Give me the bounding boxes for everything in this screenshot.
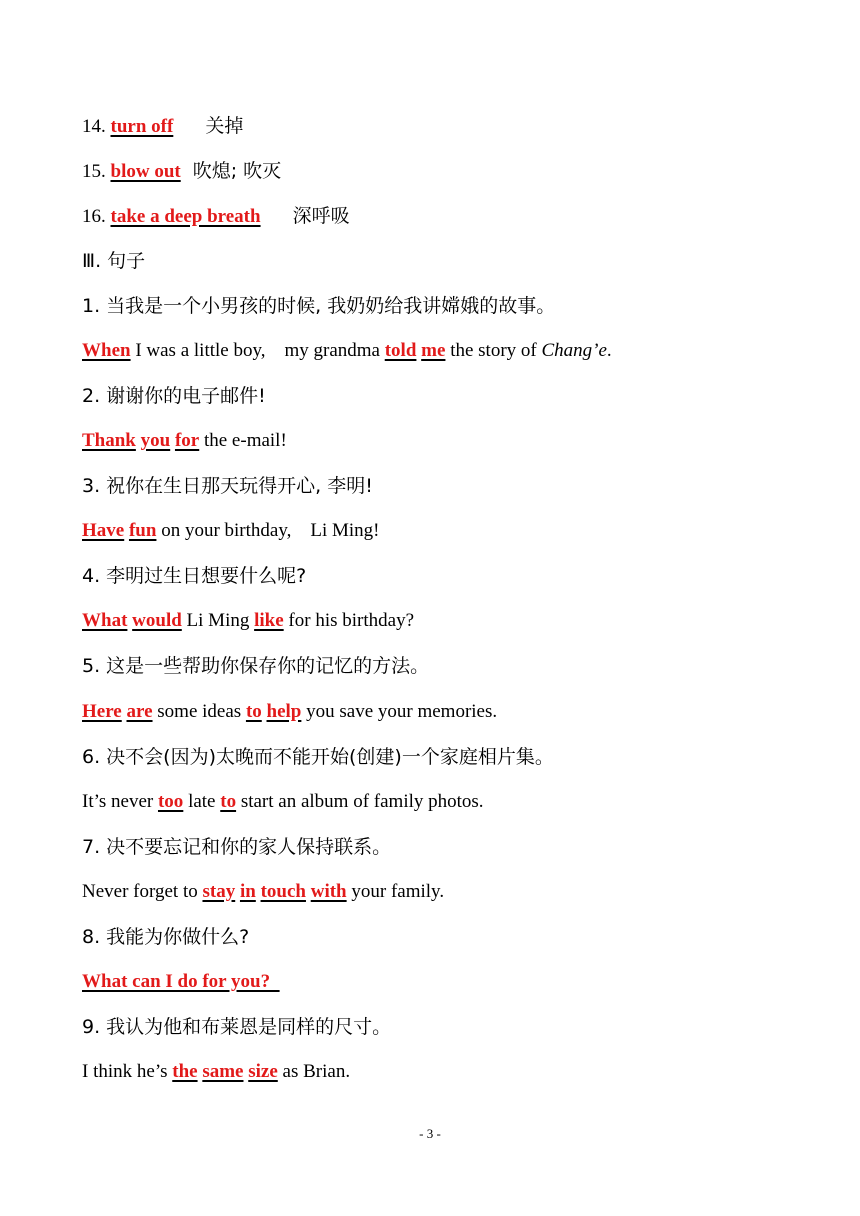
answer-phrase: take a deep breath bbox=[110, 206, 261, 227]
sentence-text: I think he’s bbox=[82, 1061, 173, 1082]
sentence-prompt: 2. 谢谢你的电子邮件! bbox=[82, 385, 266, 407]
sentence-answer bbox=[82, 516, 379, 546]
vocab-item bbox=[82, 111, 243, 141]
sentence-prompt: 6. 决不会(因为)太晚而不能开始(创建)一个家庭相片集。 bbox=[82, 746, 554, 768]
answer-word: in bbox=[239, 881, 256, 902]
sentence-text: Never forget to bbox=[82, 881, 203, 902]
sentence-text: late bbox=[183, 791, 221, 812]
answer-word: stay bbox=[202, 881, 236, 902]
answer-word: Thank bbox=[82, 430, 136, 451]
vocab-item bbox=[82, 201, 350, 231]
sentence-answer bbox=[82, 336, 612, 366]
sentence-answer bbox=[82, 967, 280, 997]
sentence-answer bbox=[82, 877, 444, 907]
answer-word: help bbox=[266, 701, 302, 722]
sentence-prompt: 7. 决不要忘记和你的家人保持联系。 bbox=[82, 836, 392, 858]
answer-word: fun bbox=[128, 520, 157, 541]
sentence-prompt: 9. 我认为他和布莱恩是同样的尺寸。 bbox=[82, 1016, 392, 1038]
answer-word: What bbox=[82, 610, 128, 631]
chinese-meaning: 吹熄; 吹灭 bbox=[192, 160, 282, 182]
answer-word: same bbox=[202, 1061, 244, 1082]
sentence-answer bbox=[82, 787, 484, 817]
answer-phrase: blow out bbox=[110, 161, 181, 182]
answer-word: to bbox=[220, 791, 237, 812]
vocab-item bbox=[82, 156, 281, 186]
answer-word: too bbox=[157, 791, 184, 812]
sentence-prompt: 1. 当我是一个小男孩的时候, 我奶奶给我讲嫦娥的故事。 bbox=[82, 295, 556, 317]
answer-word: you bbox=[140, 430, 171, 451]
sentence-text: your family. bbox=[346, 881, 445, 902]
sentence-prompt: 4. 李明过生日想要什么呢? bbox=[82, 565, 307, 587]
answer-word: would bbox=[132, 610, 182, 631]
sentence-answer bbox=[82, 426, 287, 456]
sentence-prompt: 3. 祝你在生日那天玩得开心, 李明! bbox=[82, 475, 373, 497]
sentence-text: on your birthday, Li Ming! bbox=[156, 520, 380, 541]
sentence-text: for his birthday? bbox=[283, 610, 414, 631]
section-heading: Ⅲ. 句子 bbox=[82, 250, 146, 272]
sentence-prompt: 5. 这是一些帮助你保存你的记忆的方法。 bbox=[82, 655, 430, 677]
answer-word: with bbox=[310, 881, 347, 902]
item-number: 15. bbox=[82, 161, 106, 182]
answer-word: to bbox=[245, 701, 262, 722]
sentence-text: you save your memories. bbox=[301, 701, 498, 722]
answer-word: me bbox=[421, 340, 446, 361]
chinese-meaning: 关掉 bbox=[205, 115, 244, 137]
item-number: 14. bbox=[82, 116, 106, 137]
answer-word: touch bbox=[260, 881, 306, 902]
sentence-answer bbox=[82, 1057, 350, 1087]
answer-word: When bbox=[82, 340, 131, 361]
sentence-prompt: 8. 我能为你做什么? bbox=[82, 926, 250, 948]
sentence-text: . bbox=[606, 340, 612, 361]
answer-phrase: turn off bbox=[110, 116, 174, 137]
answer-word: for bbox=[174, 430, 200, 451]
answer-word: are bbox=[126, 701, 153, 722]
answer-word: told bbox=[384, 340, 417, 361]
sentence-text: I was a little boy, my grandma bbox=[130, 340, 385, 361]
sentence-answer bbox=[82, 606, 414, 636]
answer-sentence: What can I do for you? bbox=[82, 971, 280, 992]
sentence-text: It’s never bbox=[82, 791, 158, 812]
answer-word: size bbox=[248, 1061, 278, 1082]
answer-word: the bbox=[172, 1061, 198, 1082]
sentence-text: the e-mail! bbox=[199, 430, 287, 451]
answer-word: like bbox=[254, 610, 284, 631]
sentence-text: some ideas bbox=[152, 701, 246, 722]
sentence-text: Li Ming bbox=[181, 610, 255, 631]
answer-word: Have bbox=[82, 520, 125, 541]
sentence-text: as Brian. bbox=[277, 1061, 351, 1082]
sentence-text: start an album of family photos. bbox=[236, 791, 484, 812]
answer-word: Here bbox=[82, 701, 122, 722]
sentence-text: Chang’e bbox=[541, 340, 607, 361]
page-number: - 3 - bbox=[419, 1126, 441, 1141]
sentence-text: the story of bbox=[445, 340, 542, 361]
sentence-answer bbox=[82, 697, 497, 727]
chinese-meaning: 深呼吸 bbox=[292, 205, 350, 227]
item-number: 16. bbox=[82, 206, 106, 227]
